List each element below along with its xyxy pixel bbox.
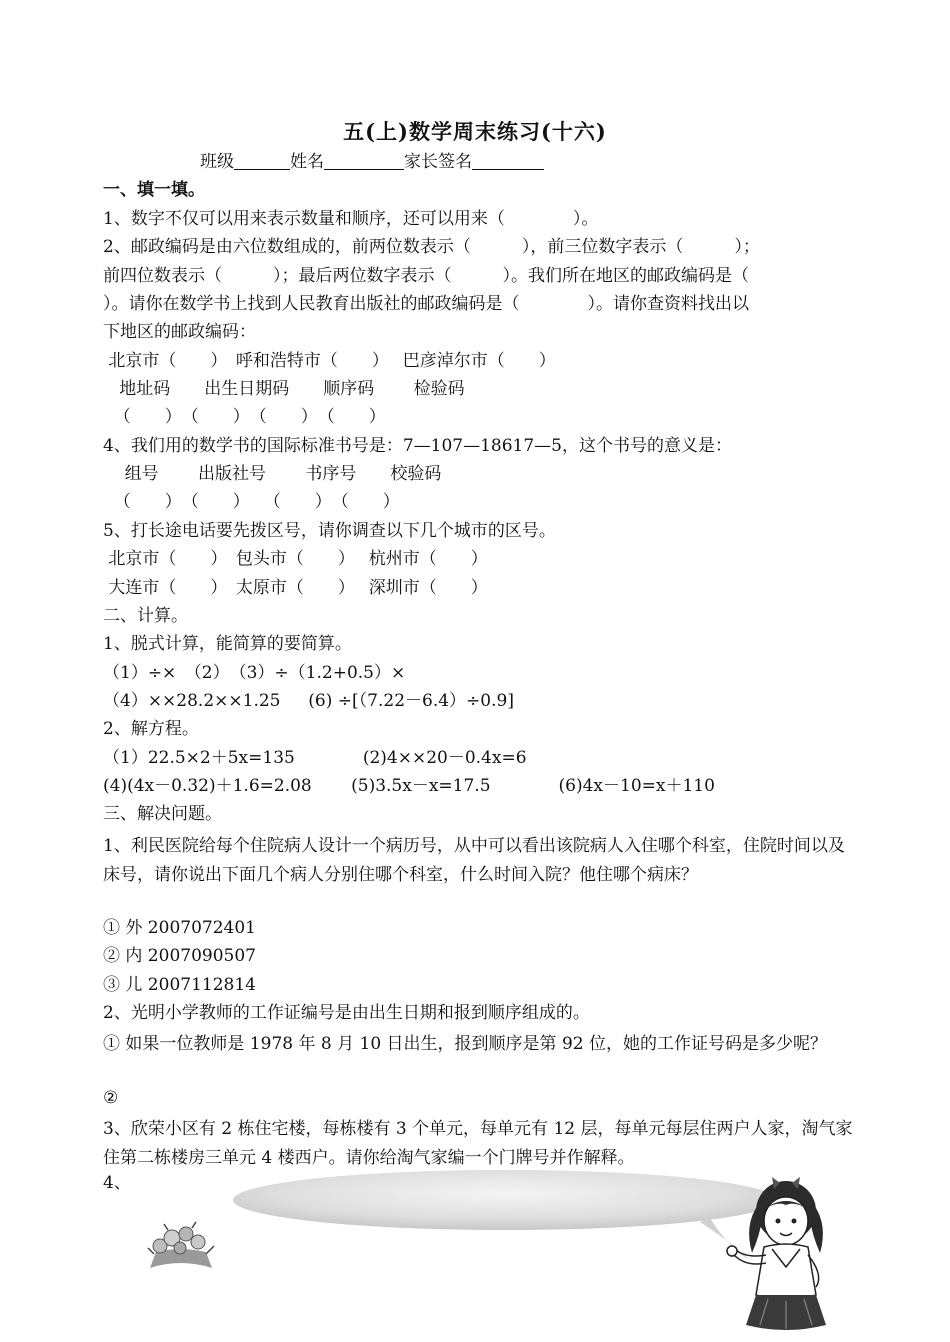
sec1-q1: 1、数字不仅可以用来表示数量和顺序，还可以用来（ ）。	[103, 209, 599, 229]
equation-row2: (4)(4x－0.32)＋1.6=2.08 (5)3.5x－x=17.5 (6)4x－10=x＋110	[103, 776, 715, 796]
patient-1: ① 外 2007072401	[103, 918, 256, 938]
equation-row1: （1）22.5×2＋5x=135 (2)4××20－0.4x=6	[103, 748, 527, 768]
sec1-q2-line1: 2、邮政编码是由六位数组成的，前两位数表示（ ），前三位数字表示（ ）；	[103, 237, 760, 257]
name-label: 姓名	[290, 152, 324, 172]
sec1-q4: 4、我们用的数学书的国际标准书号是：7—107—18617—5，这个书号的意义是：	[103, 436, 732, 456]
calc-row1: （1）÷× （2） （3）÷（1.2+0.5）×	[103, 663, 406, 683]
sec2-q2: 2、解方程。	[103, 719, 199, 739]
girl-cartoon-illustration	[724, 1175, 852, 1340]
patient-3: ③ 儿 2007112814	[103, 975, 256, 995]
sec1-q2-line3: ）。请你在数学书上找到人民教育出版社的邮政编码是（ ）。请你查资料找出以	[103, 294, 749, 314]
section2-heading: 二、计算。	[103, 606, 188, 626]
sec2-q1: 1、脱式计算，能简算的要简算。	[103, 634, 352, 654]
area-code-row2: 大连市（ ） 太原市（ ） 深圳市（ ）	[103, 578, 488, 598]
parent-signature-blank	[472, 152, 544, 170]
sec3-q4: 4、	[103, 1173, 131, 1193]
page-title: 五(上)数学周末练习(十六)	[343, 119, 607, 144]
section1-heading: 一、填一填。	[103, 180, 205, 200]
header-fields	[200, 151, 544, 173]
speech-cloud-illustration	[230, 1160, 790, 1270]
name-blank	[324, 152, 404, 170]
flower-basket-icon	[140, 1218, 220, 1270]
sec1-q5: 5、打长途电话要先拨区号，请你调查以下几个城市的区号。	[103, 521, 556, 541]
sec3-q2-a: ① 如果一位教师是 1978 年 8 月 10 日出生，报到顺序是第 92 位，她的工作证号码是多少呢？	[103, 1034, 827, 1054]
sec1-q2-line4: 下地区的邮政编码：	[103, 322, 256, 342]
id-parts-row: 地址码 出生日期码 顺序码 检验码	[103, 379, 465, 399]
parent-signature-label: 家长签名	[404, 152, 472, 172]
calc-row2: （4）××28.2××1.25 (6) ÷[（7.22－6.4）÷0.9]	[103, 691, 514, 711]
isbn-parts-row: 组号 出版社号 书序号 校验码	[103, 464, 442, 484]
sec3-q1: 1、利民医院给每个住院病人设计一个病历号，从中可以看出该院病人入住哪个科室，住院时间以及床号，请你说出下面几个病人分别住哪个科室，什么时间入院？他住哪个病床？	[103, 836, 845, 885]
class-blank	[234, 152, 290, 170]
sec3-q3: 3、欣荣小区有 2 栋住宅楼，每栋楼有 3 个单元，每单元有 12 层，每单元每层住两户人家，淘气家住第二栋楼房三单元 4 楼西户。请你给淘气家编一个门牌号并作解释。	[103, 1119, 853, 1168]
id-blanks-row: （ ） （ ） （ ） （ ）	[103, 407, 386, 427]
area-code-row1: 北京市（ ） 包头市（ ） 杭州市（ ）	[103, 549, 488, 569]
isbn-blanks-row: （ ） （ ） （ ） （ ）	[103, 492, 400, 512]
sec3-q2: 2、光明小学教师的工作证编号是由出生日期和报到顺序组成的。	[103, 1003, 590, 1023]
sec1-q2-line2: 前四位数表示（ ）；最后两位数字表示（ ）。我们所在地区的邮政编码是（	[103, 266, 749, 286]
section3-heading: 三、解决问题。	[103, 804, 222, 824]
patient-2: ② 内 2007090507	[103, 946, 256, 966]
postal-cities-row: 北京市（ ） 呼和浩特市（ ） 巴彦淖尔市（ ）	[103, 351, 556, 371]
sec3-q2-b: ②	[103, 1088, 119, 1108]
class-label: 班级	[200, 152, 234, 172]
